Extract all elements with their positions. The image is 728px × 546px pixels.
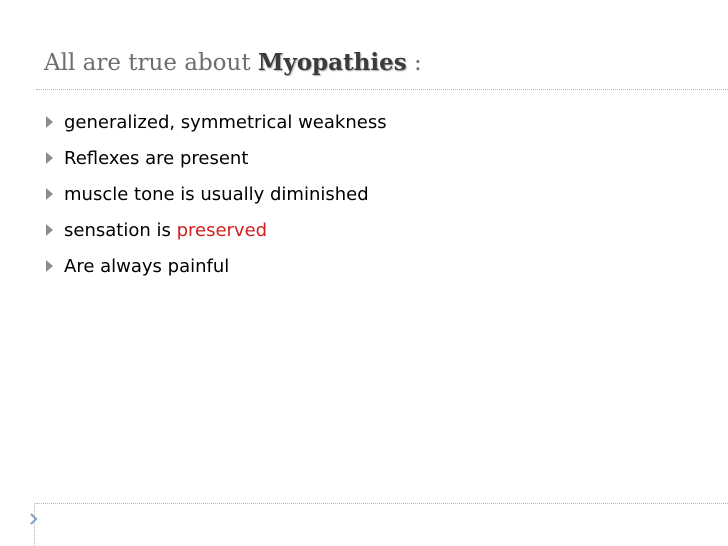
bullet-item: [44, 212, 387, 248]
bullet-list: [44, 104, 387, 284]
bullet-item: [44, 140, 387, 176]
bullet-text: generalized, symmetrical weakness: [64, 111, 387, 133]
triangle-right-icon: [46, 116, 53, 128]
slide-title: [44, 51, 422, 75]
bullet-item: [44, 104, 387, 140]
bullet-text: [64, 220, 267, 241]
triangle-right-icon: [46, 260, 53, 272]
bullet-highlight: preserved: [176, 219, 268, 241]
triangle-right-icon: [46, 188, 53, 200]
bullet-item: [44, 176, 387, 212]
bullet-item: [44, 248, 387, 284]
bullet-text-main: sensation is: [64, 219, 177, 241]
triangle-right-icon: [46, 224, 53, 236]
title-prefix: All are true about: [44, 50, 258, 76]
footer-divider: [36, 503, 728, 504]
chevron-right-icon: [30, 513, 38, 525]
bullet-text: Are always painful: [64, 255, 230, 277]
triangle-right-icon: [46, 152, 53, 164]
title-divider: [36, 89, 728, 90]
bullet-text: muscle tone is usually diminished: [64, 183, 369, 205]
bullet-text: Reflexes are present: [64, 147, 249, 169]
title-suffix: :: [406, 50, 422, 76]
title-emphasis: Myopathies: [257, 49, 407, 76]
